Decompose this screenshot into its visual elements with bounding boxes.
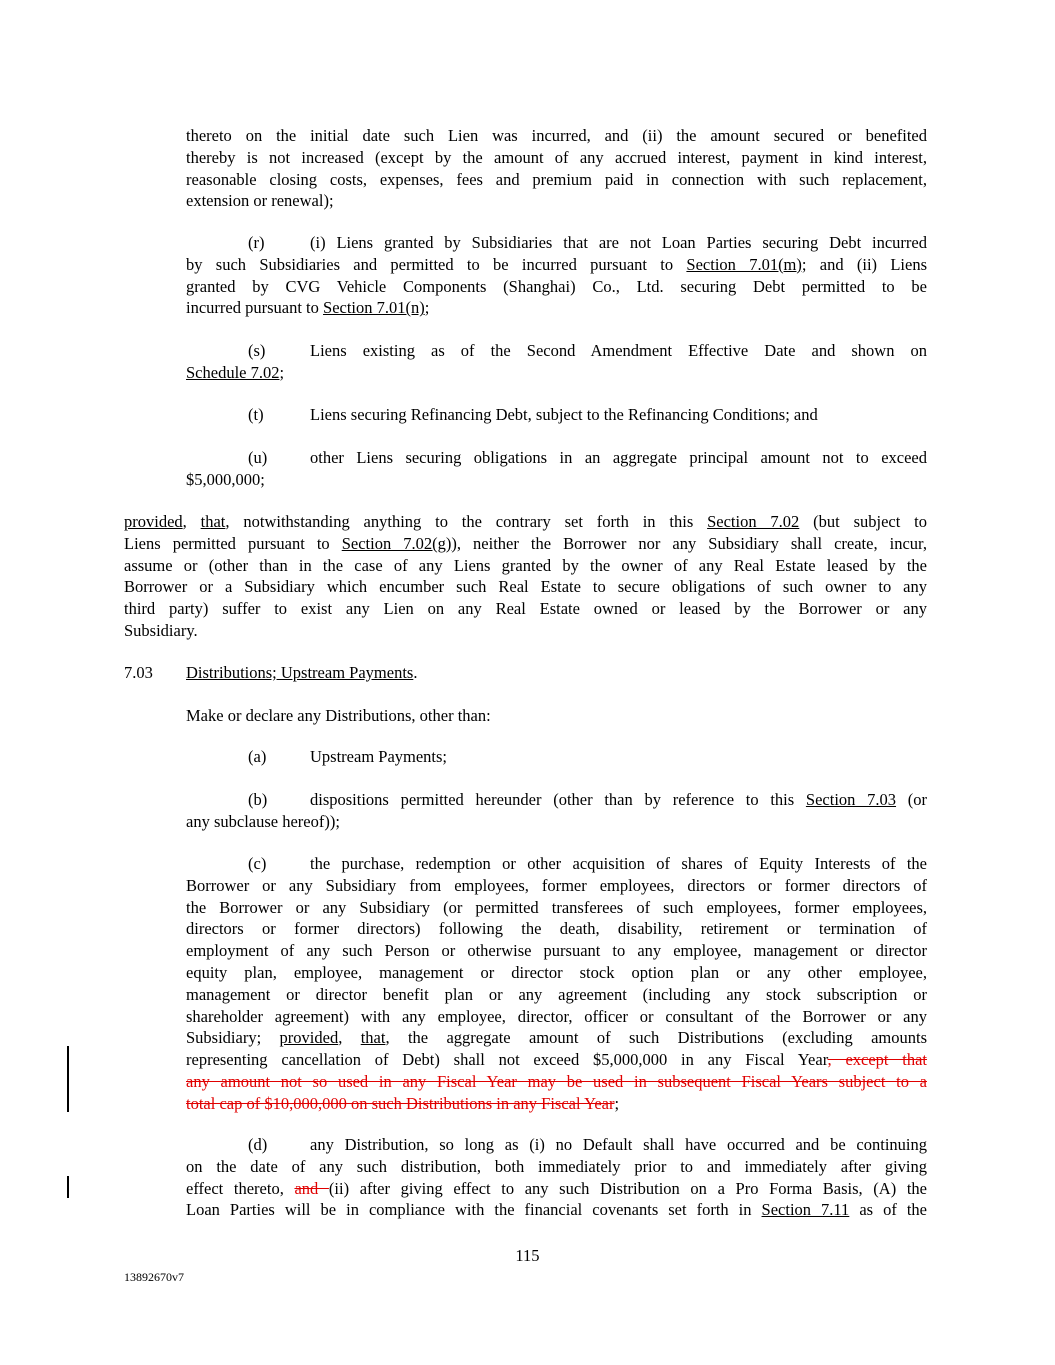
clause-number: (d) (248, 1135, 268, 1154)
paragraph-q-continuation: thereto on the initial date such Lien was incurred, and (ii) the amount secured or benefited thereby is not increased (except by the amount of any accrued interest, payment in kind interest, reasonable closing costs, expenses, fees and premium paid in connection with such replacement, extension or renewal); (186, 126, 927, 211)
section-heading-7-03: 7.03 Distributions; Upstream Payments. (124, 663, 418, 682)
schedule-reference: Schedule 7.02 (186, 362, 280, 382)
clause-c: (c) the purchase, redemption or other acquisition of shares of Equity Interests of the Borrower or any Subsidiary from employees, former employees, directors or former directors of the Borrower or any Subsidiary (or permitted transferees of such employees, former employees, directors or former directors) following the death, disability, retirement or termination of employment of any such Person or otherwise pursuant to any employee, management or director equity plan, employee, management or director stock option plan or any other employee, management or director benefit plan or any agreement (including any stock subscription or shareholder agreement) with any employee, director, officer or consultant of the Borrower or any Subsidiary; provided, that, the aggregate amount of such Distributions (excluding amounts representing cancellation of Debt) shall not exceed $5,000,000 in any Fiscal Year, except that any amount not so used in any Fiscal Year may be used in subsequent Fiscal Years subject to a total cap of $10,000,000 on such Distributions in any Fiscal Year; (186, 854, 928, 1113)
section-reference: Section 7.02(g) (341, 533, 452, 553)
section-intro: Make or declare any Distributions, other than: (186, 706, 491, 725)
change-bar (67, 1046, 69, 1112)
clause-a: (a) Upstream Payments; (248, 747, 448, 766)
section-reference: Section 7.01(m) (686, 254, 802, 274)
document-id: 13892670v7 (124, 1270, 184, 1284)
clause-number: (c) (248, 854, 267, 873)
clause-d: (d) any Distribution, so long as (i) no Default shall have occurred and be continuing on the date of any such distribution, both immediately prior to and immediately after giving effect thereto, and (ii) after giving effect to any such Distribution on a Pro Forma Basis, (A) the Loan Parties will be in compliance with the financial covenants set forth in Section 7.11 as of the (186, 1135, 928, 1220)
clause-b: (b) dispositions permitted hereunder (other than by reference to this Section 7.03 (or any subclause hereof)); (186, 790, 927, 831)
section-reference: Section 7.02 (707, 512, 800, 531)
deleted-text: and (294, 1178, 329, 1198)
page-number: 115 (515, 1246, 540, 1265)
section-reference: Section 7.01(n) (323, 298, 425, 318)
clause-number: (s) (248, 341, 266, 360)
deleted-text: , except that (827, 1050, 928, 1070)
clause-number: (a) (248, 747, 267, 766)
section-reference: Section 7.03 (805, 790, 897, 809)
section-number: 7.03 (124, 663, 153, 682)
clause-s: (s) Liens existing as of the Second Amendment Effective Date and shown on Schedule 7.02; (186, 341, 927, 382)
clause-number: (b) (248, 790, 268, 809)
clause-number: (t) (248, 405, 264, 424)
clause-number: (r) (248, 233, 265, 252)
clause-u: (u) other Liens securing obligations in an aggregate principal amount not to exceed $5,000,000; (186, 448, 927, 489)
deleted-text: any amount not so used in any Fiscal Year may be used in subsequent Fiscal Years subject to a (186, 1071, 927, 1091)
change-bar (67, 1176, 69, 1198)
section-title: Distributions; Upstream Payments (186, 663, 414, 682)
proviso-paragraph: provided, that, notwithstanding anything to the contrary set forth in this Section 7.02 (but subject to Liens permitted pursuant to Section 7.02(g)), neither the Borrower nor any Subsidiary shall create, incur, assume or (other than in the case of any Liens granted by the owner of any Real Estate leased by the Borrower or a Subsidiary which encumber such Real Estate to secure obligations of such owner to any third party) suffer to exist any Lien on any Real Estate owned or leased by the Borrower or any Subsidiary. (124, 512, 928, 640)
section-reference: Section 7.11 (761, 1200, 850, 1220)
clause-r: (r) (i) Liens granted by Subsidiaries that are not Loan Parties securing Debt incurred by such Subsidiaries and permitted to be incurred pursuant to Section 7.01(m); and (ii) Liens granted by CVG Vehicle Components (Shanghai) Co., Ltd. securing Debt permitted to be incurred pursuant to Section 7.01(n); (186, 233, 927, 318)
deleted-text: total cap of $10,000,000 on such Distributions in any Fiscal Year (186, 1093, 615, 1113)
clause-number: (u) (248, 448, 268, 467)
clause-t: (t) Liens securing Refinancing Debt, subject to the Refinancing Conditions; and (248, 405, 818, 424)
